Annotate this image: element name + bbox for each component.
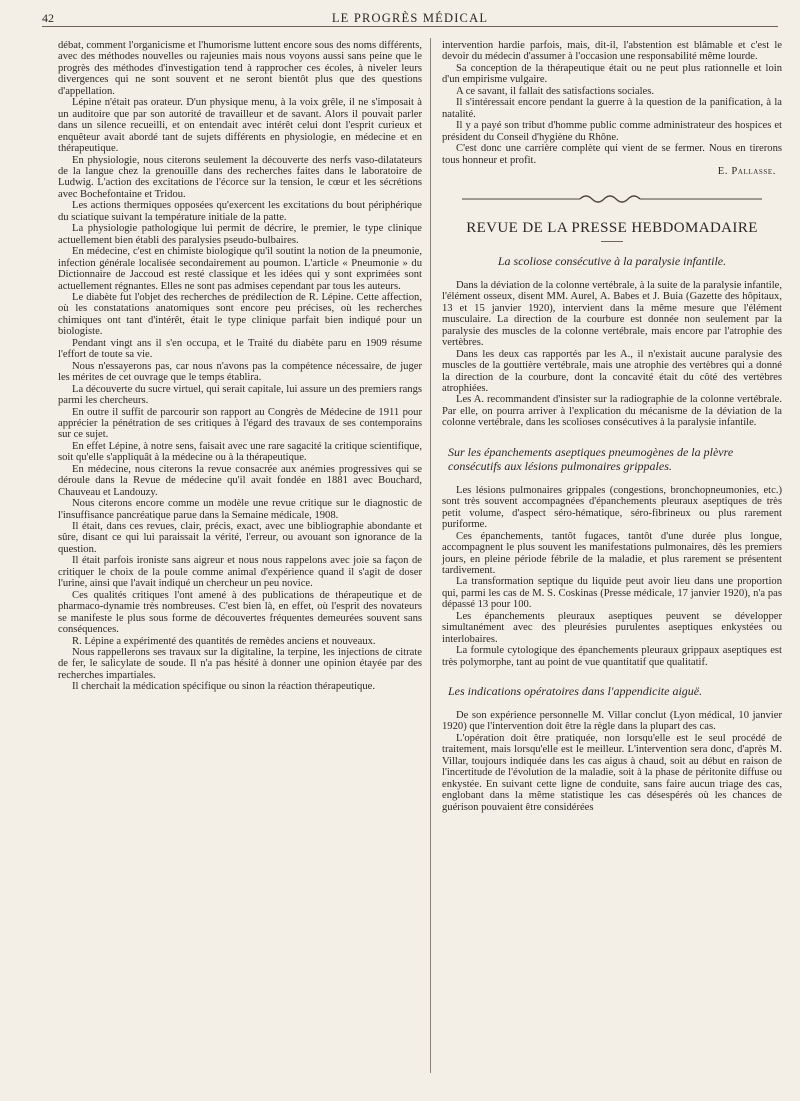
paragraph: Les A. recommandent d'insister sur la radiographie de la colonne vertébrale. Par elle, on pourra arriver à l'explication du mécanisme de la déviation de la colonne vertébrale, dans les scolioses consécutives à la paralysie infantile. (442, 394, 782, 429)
paragraph: En physiologie, nous citerons seulement la découverte des nerfs vaso-dilatateurs de la langue chez la grenouille dans des recherches faites dans le laboratoire de Ludwig. L'action des excitations de l'écorce sur la tension, le cœur et les sécrétions avec Bochefontaine et Tridou. (58, 154, 422, 200)
paragraph: Pendant vingt ans il s'en occupa, et le Traité du diabète paru en 1909 résume l'effort de toute sa vie. (58, 337, 422, 361)
paragraph: En médecine, c'est en chimiste biologique qu'il soutint la notion de la pneumonie, infection générale localisée secondairement au poumon. L'article « Pneumonie » du Dictionnaire de Jaccoud est resté classique et les idées qui y sont exprimées sont actuellement régnantes. Elles ne sont pas admises cependant par tous les auteurs. (58, 246, 422, 292)
paragraph: En outre il suffit de parcourir son rapport au Congrès de Médecine de 1911 pour apprécier la pénétration de ses critiques à l'égard des travaux de ses contemporains sur ce sujet. (58, 406, 422, 441)
paragraph: Les épanchements pleuraux aseptiques peuvent se développer simultanément avec des pleurésies purulentes aseptiques enkystées ou interlobaires. (442, 610, 782, 645)
paragraph: Le diabète fut l'objet des recherches de prédilection de R. Lépine. Cette affection, où les constatations anatomiques sont encore peu précises, où les recherches chimiques ont tant d'intérêt, était le type clinique parfait bien indiqué pour un biologiste. (58, 291, 422, 338)
paragraph: En effet Lépine, à notre sens, faisait avec une rare sagacité la critique scientifique, soit qu'elle s'appliquât à la médecine ou à la thérapeutique. (58, 440, 422, 464)
paragraph: Ces épanchements, tantôt fugaces, tantôt d'une durée plus longue, accompagnent le plus souvent les manifestations pulmonaires, dès les premiers jours, en pleine période fébrile de la maladie, et plus rarement se présentent tardivement. (442, 530, 782, 576)
paragraph: Nous citerons encore comme un modèle une revue critique sur le diagnostic de l'insuffisance pancréatique parue dans la Semaine médicale, 1908. (58, 498, 422, 521)
paragraph: La formule cytologique des épanchements pleuraux grippaux aseptiques est très polymorphe, tant au point de vue quantitatif que qualitatif. (442, 645, 782, 668)
paragraph: Il était, dans ces revues, clair, précis, exact, avec une bibliographie abondante et sûre, disant ce qui lui paraissait la vérité, l'erreur, ou avouant son ignorance de la question. (58, 521, 422, 555)
paragraph: Lépine n'était pas orateur. D'un physique menu, à la voix grêle, il ne s'imposait à un auditoire que par son autorité de travailleur et de savant. Alors il pouvait parler dans un silence recueilli, et on entendait avec intérêt celui dont l'esprit curieux et enquêteur avait abordé tant de sujets différents en physiologie, en médecine et en thérapeutique. (58, 97, 422, 155)
paragraph: Nous rappellerons ses travaux sur la digitaline, la terpine, les injections de citrate de fer, le salicylate de soude. Il n'a pas hésité à donner une opinion étayée par des recherches impartiales. (58, 647, 422, 681)
paragraph: De son expérience personnelle M. Villar conclut (Lyon médical, 10 janvier 1920) que l'intervention doit être la règle dans la plupart des cas. (442, 710, 782, 733)
ornamental-divider (442, 191, 782, 209)
paragraph: C'est donc une carrière complète qui vient de se fermer. Nous en tirerons tous honneur et profit. (442, 143, 782, 166)
paragraph: A ce savant, il fallait des satisfactions sociales. (456, 85, 654, 97)
article-title: La scoliose consécutive à la paralysie infantile. (497, 253, 727, 268)
journal-title: LE PROGRÈS MÉDICAL (331, 11, 489, 25)
section-title: REVUE DE LA PRESSE HEBDOMADAIRE (466, 220, 758, 237)
paragraph: Il y a payé son tribut d'homme public comme administrateur des hospices et président du Conseil d'hygiène du Rhône. (442, 120, 782, 143)
paragraph: Nous n'essayerons pas, car nous n'avons pas la compétence nécessaire, de juger les mérites de cet ouvrage que le temps établira. (58, 360, 422, 384)
paragraph: Sa conception de la thérapeutique était ou ne peut plus rationnelle et loin d'un empirisme vulgaire. (442, 62, 782, 86)
paragraph: La découverte du sucre virtuel, qui serait capitale, lui assure un des premiers rangs parmi les chercheurs. (58, 383, 422, 407)
paragraph: débat, comment l'organicisme et l'humorisme luttent encore sous des noms différents, avec des méthodes nouvelles ou rajeunies mais nous voyons aussi sans peine que le progrès des méthodes d'investigation tend à rapprocher ces écoles, à niveler leurs divergences qui ne sont souvent et ne seront bientôt plus que des questions d'appellation. (58, 40, 422, 97)
author-signature: E. Pallasse. (717, 165, 776, 177)
paragraph: Les actions thermiques opposées qu'exercent les excitations du bout périphérique du sciatique suivant la température initiale de la patte. (58, 200, 422, 223)
paragraph: Les lésions pulmonaires grippales (congestions, bronchopneumonies, etc.) sont très souvent accompagnées d'épanchements pleuraux aseptiques de très petit volume, d'aspect séro-hématique, séro-fibrineux ou plus rarement puriforme. (442, 484, 782, 531)
right-column (442, 40, 782, 813)
header-rule (42, 26, 778, 27)
paragraph: Dans la déviation de la colonne vertébrale, à la suite de la paralysie infantile, l'élément osseux, disent MM. Aurel, A. Babes et J. Buia (Gazette des hôpitaux, 13 et 15 janvier 1920), intervient dans la même mesure que l'élément musculaire. La direction de la courbure est donnée non seulement par la paralysie des muscles de la colonne vertébrale, mais encore par l'atrophie des vertèbres. (442, 279, 782, 349)
page-header (42, 11, 778, 35)
paragraph: En médecine, nous citerons la revue consacrée aux anémies progressives qui se déroule dans la Revue de médecine qu'il avait fondée en 1881 avec Bouchard, Chauveau et Landouzy. (58, 463, 422, 498)
page-number: 42 (42, 11, 54, 25)
paragraph: La transformation septique du liquide peut avoir lieu dans une proportion qui, parmi les cas de M. S. Coskinas (Presse médicale, 17 janvier 1920), n'a pas dépassé 13 pour 100. (442, 576, 782, 611)
article-title: Les indications opératoires dans l'appendicite aiguë. (448, 684, 703, 699)
section-rule (601, 241, 623, 242)
left-column (58, 40, 422, 693)
paragraph: Il était parfois ironiste sans aigreur et nous nous rappelons avec joie sa façon de critiquer le choix de la poule comme animal d'expérience quand il s'agit de doser l'urine, ainsi que l'avait indiqué un chercheur un peu novice. (58, 555, 422, 590)
paragraph: Il s'intéressait encore pendant la guerre à la question de la panification, à la natalité. (442, 97, 782, 120)
paragraph: Il cherchait la médication spécifique ou sinon la réaction thérapeutique. (72, 681, 375, 693)
paragraph: Dans les deux cas rapportés par les A., il n'existait aucune paralysie des muscles de la gouttière vertébrale, mais une atrophie des vertèbres qui a donné la direction de la courbure, dont la concavité était du côté des vertèbres atrophiées. (442, 348, 782, 394)
paragraph: R. Lépine a expérimenté des quantités de remèdes anciens et nouveaux. (72, 635, 376, 647)
column-divider (430, 38, 431, 1073)
paragraph: La physiologie pathologique lui permit de décrire, le premier, le type clinique actuellement bien établi des paralysies pseudo-bulbaires. (58, 223, 422, 246)
article-title: Sur les épanchements aseptiques pneumogènes de la plèvre consécutifs aux lésions pulmonaires grippales. (448, 444, 734, 473)
paragraph: intervention hardie parfois, mais, dit-il, l'abstention est blâmable et c'est le devoir du médecin d'assumer à l'occasion une responsabilité même lourde. (442, 40, 782, 63)
paragraph: Ces qualités critiques l'ont amené à des publications de thérapeutique et de pharmaco-dynamie très nombreuses. C'est bien là, en effet, où l'esprit des novateurs se manifeste le plus sous forme de découvertes fréquentes demeurées souvent sans conséquences. (58, 589, 422, 636)
paragraph: L'opération doit être pratiquée, non lorsqu'elle est le seul procédé de traitement, mais lorsqu'elle est le meilleur. L'intervention sera donc, d'après M. Villar, toujours indiquée dans les cas aigus à chaud, soit au début en raison de l'incertitude de l'évolution de la maladie, soit à la phase de péritonite diffuse ou enkystée. En suivant cette ligne de conduite, sans faire aucun triage des cas, englobant dans la même statistique les cas désespérés où les chances de guérison pouvaient être considérées (442, 732, 782, 813)
